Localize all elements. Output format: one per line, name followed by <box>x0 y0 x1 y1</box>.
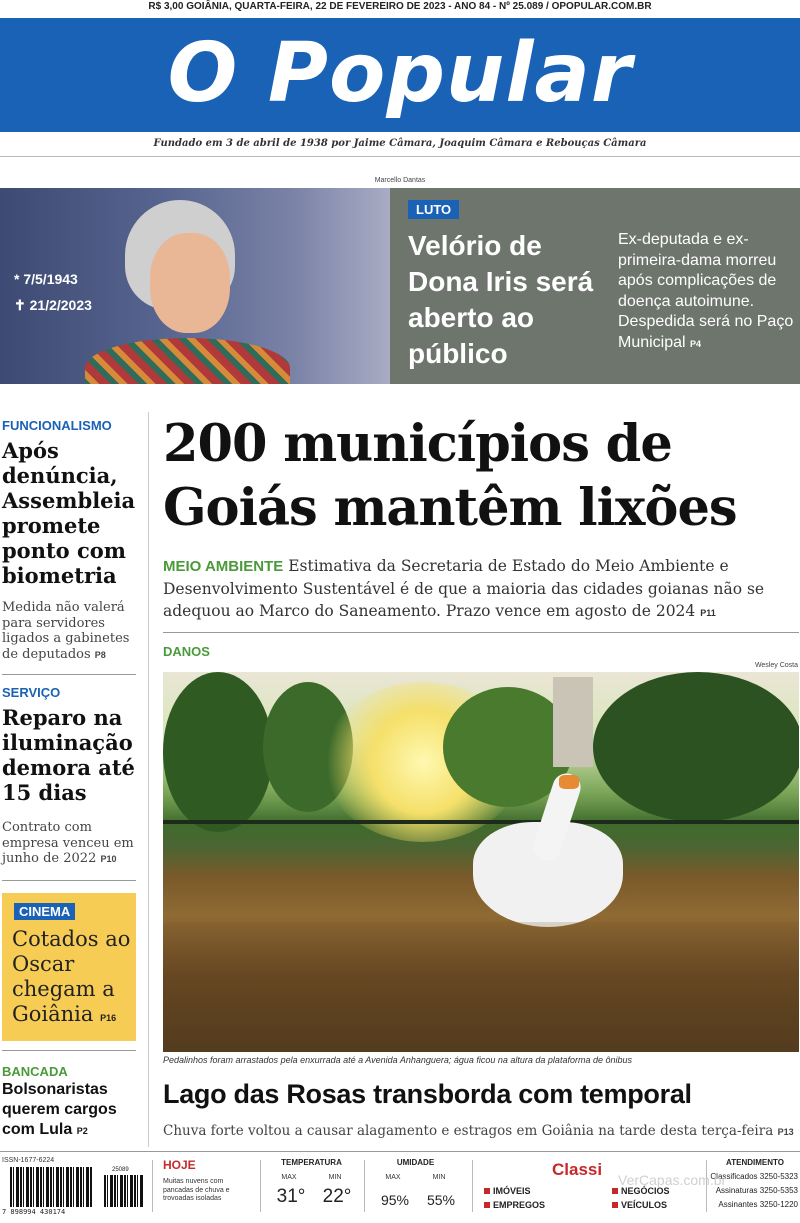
founded-line: Fundado em 3 de abril de 1938 por Jaime Câmara, Joaquim Câmara e Rebouças Câmara <box>153 138 647 149</box>
tree <box>593 672 799 822</box>
tree <box>163 672 273 832</box>
divider <box>0 1151 800 1152</box>
main-deck-text: Estimativa da Secretaria de Estado do Meio Ambiente e Desenvolvimento Sustentável é de que a maioria das cidades goianas não se adequou ao Marco do Saneamento. Prazo vence em agosto de 2024 <box>163 557 765 620</box>
square-icon <box>612 1202 618 1208</box>
temperature-max: 31° <box>276 1186 306 1207</box>
divider <box>0 156 800 157</box>
headline-text: Bolsonaristas querem cargos com Lula <box>2 1081 117 1138</box>
headline-text: Cotados ao Oscar chegam a Goiânia <box>12 927 131 1026</box>
classi-imoveis[interactable] <box>484 1186 531 1196</box>
service-assinantes: Assinantes 3250-1220 <box>718 1200 798 1209</box>
divider <box>2 1050 136 1051</box>
portrait-dress <box>85 338 290 384</box>
classi-empregos[interactable] <box>484 1200 545 1210</box>
humidity-min-label: MIN <box>432 1174 446 1181</box>
deck-text: Chuva forte voltou a causar alagamento e estragos em Goiânia na tarde desta terça-feira <box>163 1123 774 1139</box>
humidity-label: UMIDADE <box>396 1158 435 1167</box>
photo-caption: Pedalinhos foram arrastados pela enxurrada até a Avenida Anhanguera; água ficou na altura da plataforma de ônibus <box>163 1055 632 1065</box>
flood-water <box>163 922 799 1052</box>
column-divider <box>148 412 149 1147</box>
railing <box>163 820 799 824</box>
page-ref: P2 <box>76 1126 88 1136</box>
divider <box>2 674 136 675</box>
humidity-max: 95% <box>380 1192 410 1208</box>
square-icon <box>484 1202 490 1208</box>
temperature-min-label: MIN <box>328 1174 342 1181</box>
luto-text <box>618 230 796 354</box>
death-date: ✝ 21/2/2023 <box>14 297 92 313</box>
square-icon <box>484 1188 490 1194</box>
footer-divider <box>364 1160 365 1212</box>
barcode-icon <box>104 1175 144 1207</box>
headline-lago-das-rosas[interactable]: Lago das Rosas transborda com temporal <box>163 1079 692 1109</box>
headline-oscar[interactable] <box>12 927 132 1031</box>
photo-credit: Wesley Costa <box>754 662 798 669</box>
temperature-min: 22° <box>322 1186 352 1207</box>
main-headline[interactable]: 200 municípios de Goiás mantêm lixões <box>163 414 737 538</box>
kicker-servico: SERVIÇO <box>2 685 61 700</box>
deck-text: Medida não valerá para servidores ligados a gabinetes de deputados <box>2 600 130 662</box>
page-ref: P4 <box>690 338 702 349</box>
classi-item-label: EMPREGOS <box>493 1200 546 1210</box>
service-classificados: Classificados 3250-5323 <box>710 1172 798 1181</box>
page-ref: P11 <box>700 608 716 618</box>
weather-today-text: Muitas nuvens com pancadas de chuva e trovoadas isoladas <box>163 1178 230 1202</box>
classi-label[interactable]: Classi <box>552 1160 603 1179</box>
kicker-danos: DANOS <box>163 644 210 659</box>
headline-bolsonaristas[interactable] <box>2 1080 142 1141</box>
kicker-meio-ambiente: MEIO AMBIENTE <box>163 558 284 575</box>
luto-text-body: Ex-deputada e ex-primeira-dama morreu após complicações de doença autoimune. Despedida será no Paço Municipal <box>618 231 794 351</box>
deck-lago-das-rosas <box>163 1122 799 1141</box>
photo-credit: Marcello Dantas <box>374 177 426 184</box>
humidity-max-label: MAX <box>385 1174 401 1181</box>
temperature-max-label: MAX <box>281 1174 297 1181</box>
headline-biometria[interactable]: Após denúncia, Assembleia promete ponto com biometria <box>2 438 136 588</box>
page-ref: P8 <box>94 649 106 660</box>
footer-divider <box>472 1160 473 1212</box>
swan-beak <box>559 775 579 789</box>
building <box>553 677 593 767</box>
service-assinaturas: Assinaturas 3250-5353 <box>715 1186 798 1195</box>
page-ref: P10 <box>100 854 117 864</box>
page-ref: P16 <box>100 1013 117 1023</box>
newspaper-title: O Popular <box>167 26 633 121</box>
deck-biometria <box>2 600 142 663</box>
humidity-min: 55% <box>426 1192 456 1208</box>
life-dates <box>14 266 92 318</box>
deck-text: Contrato com empresa venceu em junho de 2022 <box>2 820 134 866</box>
page-ref: P13 <box>777 1127 794 1137</box>
watermark: VerCapas.com.br <box>618 1172 727 1188</box>
luto-tag: LUTO <box>408 200 459 219</box>
headline-iluminacao[interactable]: Reparo na iluminação demora até 15 dias <box>2 705 135 805</box>
luto-headline[interactable]: Velório de Dona Iris será aberto ao público <box>408 230 594 369</box>
kicker-bancada: BANCADA <box>2 1064 68 1079</box>
birth-date: * 7/5/1943 <box>14 271 78 287</box>
barcode-digits: 7 898994 430174 <box>2 1208 66 1216</box>
divider <box>163 632 799 633</box>
classi-item-label: NEGÓCIOS <box>621 1186 670 1196</box>
classi-item-label: VEÍCULOS <box>621 1200 668 1210</box>
flood-photo[interactable] <box>163 672 799 1052</box>
footer-divider <box>260 1160 261 1212</box>
issn: ISSN-1677-6224 <box>2 1157 55 1164</box>
weather-today-label: HOJE <box>163 1158 196 1172</box>
divider <box>2 880 136 881</box>
service-label: ATENDIMENTO <box>726 1158 784 1167</box>
classi-veiculos[interactable] <box>612 1200 667 1210</box>
portrait-face <box>150 233 230 333</box>
barcode-icon <box>10 1167 92 1207</box>
square-icon <box>612 1188 618 1194</box>
footer-divider <box>152 1160 153 1212</box>
deck-iluminacao <box>2 820 142 868</box>
barcode-number: 25089 <box>112 1167 129 1173</box>
dateline: R$ 3,00 GOIÂNIA, QUARTA-FEIRA, 22 DE FEVEREIRO DE 2023 - ANO 84 - Nº 25.089 / OPOPULAR.COM.BR <box>148 1 652 12</box>
kicker-cinema: CINEMA <box>14 903 75 920</box>
main-deck <box>163 555 799 624</box>
temperature-label: TEMPERATURA <box>281 1158 342 1167</box>
classi-item-label: IMÓVEIS <box>493 1186 531 1196</box>
kicker-funcionalismo: FUNCIONALISMO <box>2 418 112 433</box>
